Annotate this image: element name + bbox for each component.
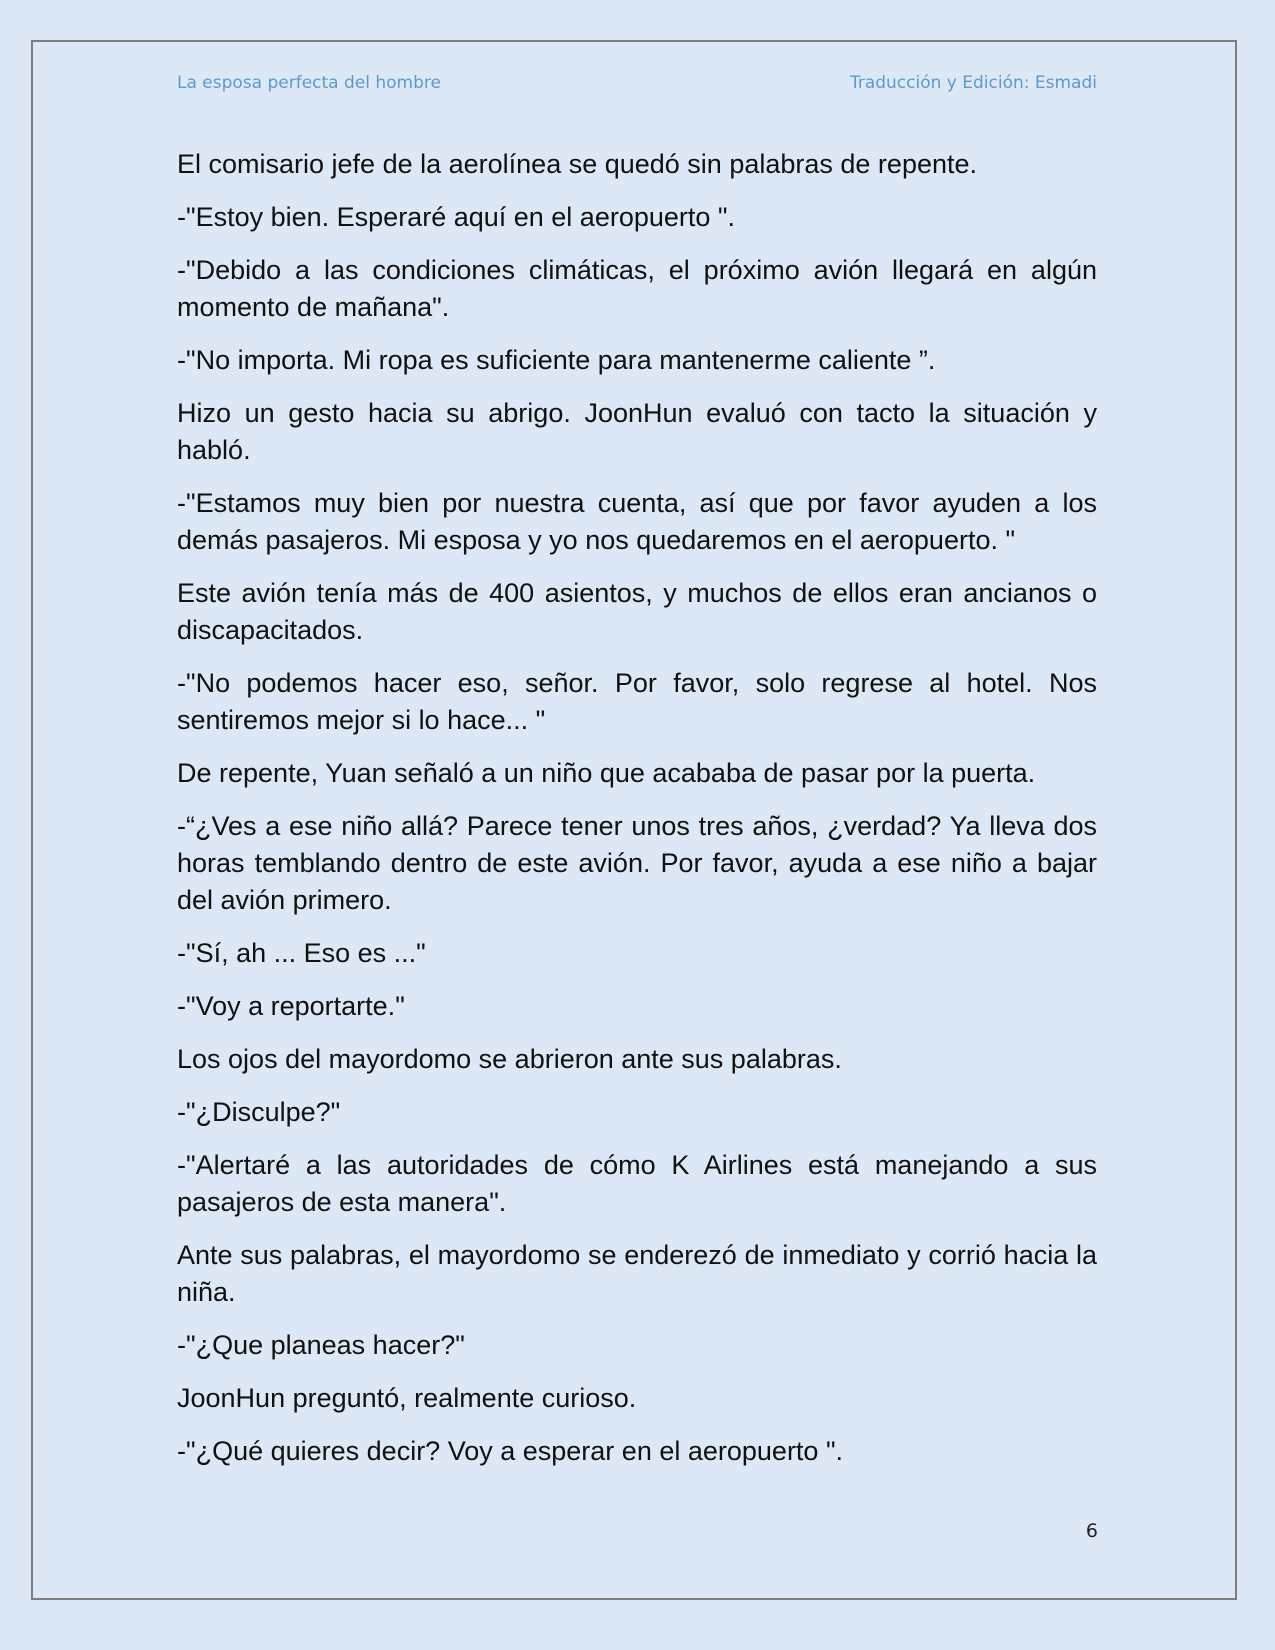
paragraph: Este avión tenía más de 400 asientos, y muchos de ellos eran ancianos o discapacitados. [177, 578, 1097, 645]
paragraph: -"Alertaré a las autoridades de cómo K Airlines está manejando a sus pasajeros de esta manera". [177, 1150, 1097, 1217]
paragraph: JoonHun preguntó, realmente curioso. [177, 1383, 637, 1413]
header-book-title: La esposa perfecta del hombre [177, 73, 441, 93]
paragraph: -“¿Ves a ese niño allá? Parece tener unos tres años, ¿verdad? Ya lleva dos horas temblando dentro de este avión. Por favor, ayuda a ese niño a bajar del avión primero. [177, 811, 1097, 915]
paragraph: -"Debido a las condiciones climáticas, el próximo avión llegará en algún momento de mañana". [177, 255, 1097, 322]
paragraph: -"Estoy bien. Esperaré aquí en el aeropuerto ". [177, 202, 735, 232]
paragraph: -"Sí, ah ... Eso es ..." [177, 938, 426, 968]
page-header [177, 73, 1097, 99]
paragraph: Ante sus palabras, el mayordomo se enderezó de inmediato y corrió hacia la niña. [177, 1240, 1097, 1307]
paragraph: -"No podemos hacer eso, señor. Por favor, solo regrese al hotel. Nos sentiremos mejor si lo hace... " [177, 668, 1097, 735]
paragraph: El comisario jefe de la aerolínea se quedó sin palabras de repente. [177, 149, 978, 179]
paragraph: De repente, Yuan señaló a un niño que acababa de pasar por la puerta. [177, 758, 1036, 788]
paragraph: -"¿Disculpe?" [177, 1097, 341, 1127]
paragraph: -"Estamos muy bien por nuestra cuenta, así que por favor ayuden a los demás pasajeros. Mi esposa y yo nos quedaremos en el aeropuerto. " [177, 488, 1097, 555]
paragraph: -"Voy a reportarte." [177, 991, 405, 1021]
paragraph: -"¿Qué quieres decir? Voy a esperar en el aeropuerto ". [177, 1436, 844, 1466]
page-number: 6 [1085, 1520, 1098, 1542]
paragraph: -"¿Que planeas hacer?" [177, 1330, 465, 1360]
page-body [177, 146, 1097, 1486]
paragraph: Hizo un gesto hacia su abrigo. JoonHun evaluó con tacto la situación y habló. [177, 398, 1097, 465]
header-credits: Traducción y Edición: Esmadi [849, 73, 1097, 93]
paragraph: Los ojos del mayordomo se abrieron ante sus palabras. [177, 1044, 842, 1074]
paragraph: -"No importa. Mi ropa es suficiente para mantenerme caliente ”. [177, 345, 936, 375]
